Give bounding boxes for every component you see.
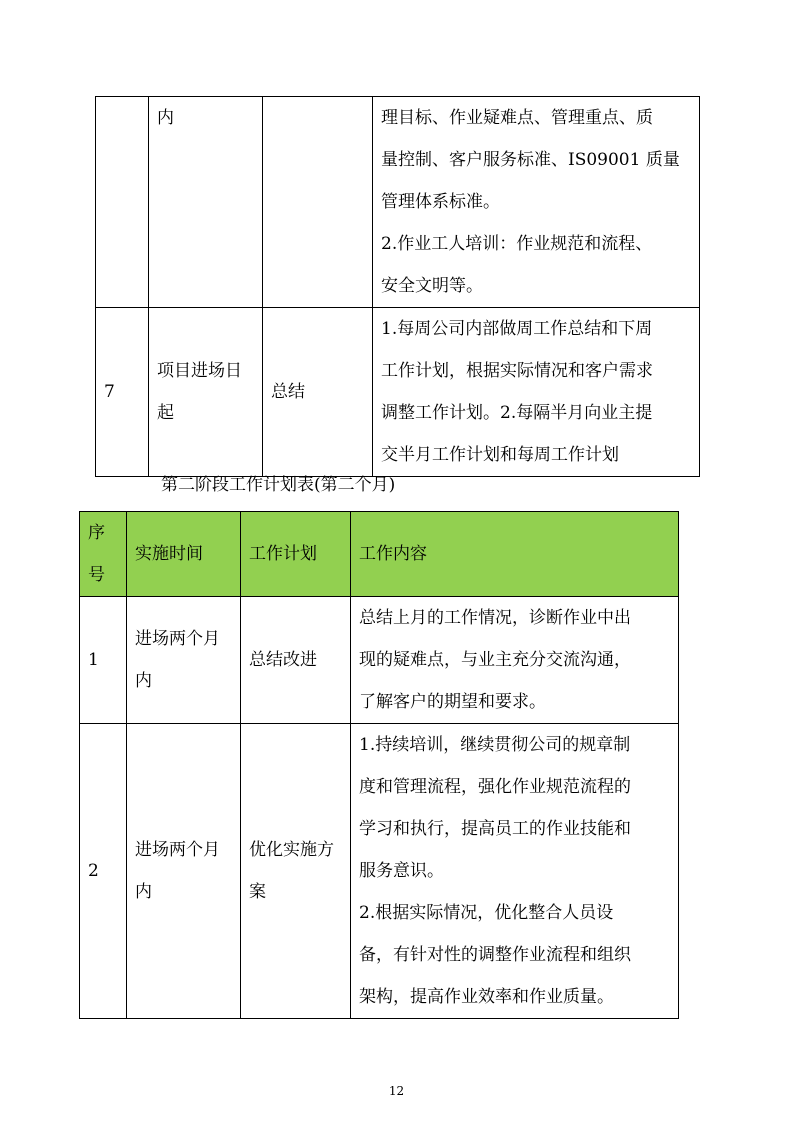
plan-cell: 总结 bbox=[263, 308, 373, 477]
content-cell bbox=[351, 597, 679, 724]
seq-cell: 1 bbox=[80, 597, 127, 724]
table-row bbox=[96, 308, 700, 477]
time-cell bbox=[127, 597, 241, 724]
plan-line: 案 bbox=[249, 882, 266, 902]
content-line: 量控制、客户服务标准、IS09001 质量 bbox=[381, 150, 680, 170]
content-cell bbox=[373, 97, 700, 308]
seq-cell: 2 bbox=[80, 724, 127, 1019]
time-line: 内 bbox=[135, 671, 152, 691]
content-line: 现的疑难点，与业主充分交流沟通， bbox=[359, 650, 631, 670]
content-line: 2.根据实际情况，优化整合人员设 bbox=[359, 903, 614, 923]
plan-line: 优化实施方 bbox=[249, 840, 334, 860]
second-stage-plan-table bbox=[79, 511, 679, 1019]
table-row bbox=[80, 724, 679, 1019]
time-line: 进场两个月 bbox=[135, 840, 220, 860]
content-line: 度和管理流程，强化作业规范流程的 bbox=[359, 777, 631, 797]
content-line: 调整工作计划。2.每隔半月向业主提 bbox=[381, 403, 653, 423]
header-seq-line: 序 bbox=[88, 523, 105, 543]
header-seq-line: 号 bbox=[88, 565, 105, 585]
time-cell bbox=[127, 724, 241, 1019]
time-cell: 内 bbox=[149, 97, 263, 308]
header-seq bbox=[80, 512, 127, 597]
time-line: 项目进场日 bbox=[157, 361, 242, 381]
time-cell bbox=[149, 308, 263, 477]
header-plan: 工作计划 bbox=[241, 512, 351, 597]
content-line: 学习和执行，提高员工的作业技能和 bbox=[359, 819, 631, 839]
content-cell bbox=[373, 308, 700, 477]
work-plan-table-continued bbox=[95, 96, 700, 477]
table-row bbox=[96, 97, 700, 308]
plan-cell bbox=[241, 724, 351, 1019]
content-line: 了解客户的期望和要求。 bbox=[359, 692, 546, 712]
content-cell bbox=[351, 724, 679, 1019]
time-line: 内 bbox=[135, 882, 152, 902]
table-row bbox=[80, 597, 679, 724]
seq-cell bbox=[96, 97, 149, 308]
content-line: 交半月工作计划和每周工作计划 bbox=[381, 445, 619, 465]
time-line: 进场两个月 bbox=[135, 629, 220, 649]
table-caption: 第二阶段工作计划表(第二个月) bbox=[161, 475, 396, 495]
page-number: 12 bbox=[388, 1084, 405, 1098]
content-line: 管理体系标准。 bbox=[381, 192, 500, 212]
content-line: 架构，提高作业效率和作业质量。 bbox=[359, 987, 614, 1007]
seq-cell: 7 bbox=[96, 308, 149, 477]
content-line: 理目标、作业疑难点、管理重点、质 bbox=[381, 108, 653, 128]
content-line: 1.持续培训，继续贯彻公司的规章制 bbox=[359, 735, 631, 755]
content-line: 工作计划，根据实际情况和客户需求 bbox=[381, 361, 653, 381]
content-line: 2.作业工人培训：作业规范和流程、 bbox=[381, 234, 653, 254]
content-line: 1.每周公司内部做周工作总结和下周 bbox=[381, 319, 653, 339]
content-line: 总结上月的工作情况，诊断作业中出 bbox=[359, 608, 631, 628]
header-content: 工作内容 bbox=[351, 512, 679, 597]
content-line: 安全文明等。 bbox=[381, 276, 483, 296]
table-header-row bbox=[80, 512, 679, 597]
content-line: 服务意识。 bbox=[359, 861, 444, 881]
plan-cell: 总结改进 bbox=[241, 597, 351, 724]
header-time: 实施时间 bbox=[127, 512, 241, 597]
plan-cell bbox=[263, 97, 373, 308]
time-line: 起 bbox=[157, 403, 174, 423]
content-line: 备，有针对性的调整作业流程和组织 bbox=[359, 945, 631, 965]
